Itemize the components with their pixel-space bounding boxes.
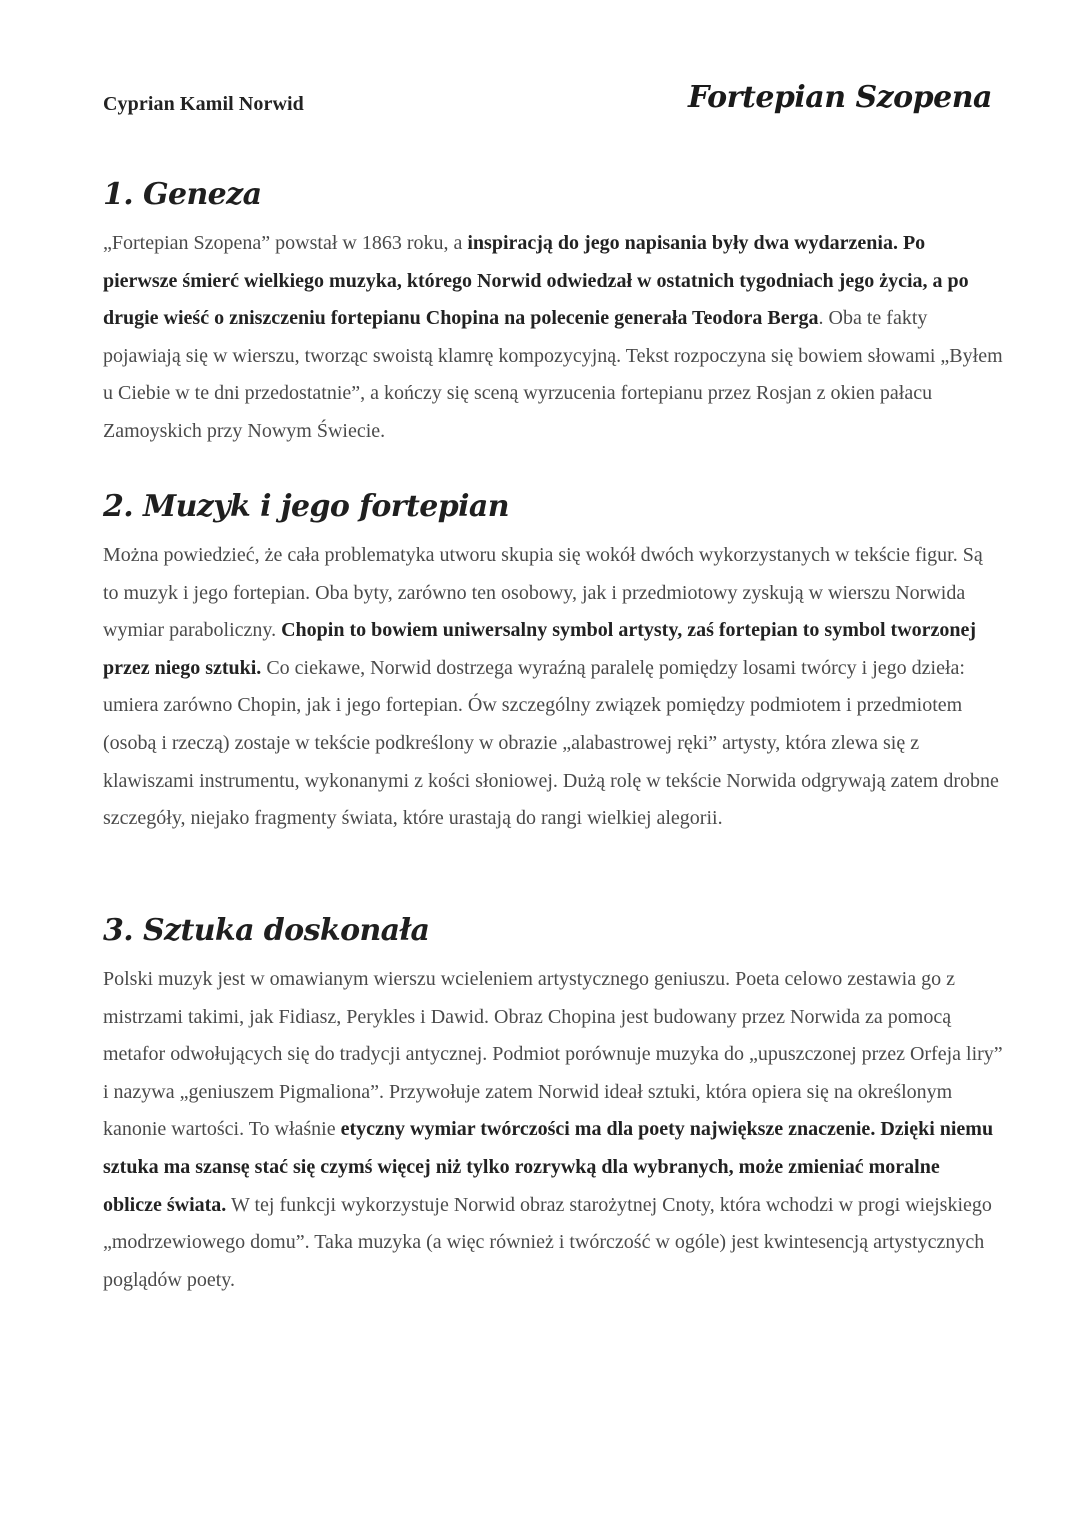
- section-sztuka: [103, 914, 1003, 1299]
- section-muzyk: [103, 490, 1003, 838]
- text-run: . Oba te fakty pojawiają się w wierszu, tworząc swoistą klamrę kompozycyjną. Tekst rozpoczyna się bowiem słowami „Byłem u Ciebie w te dni przedostatnie”, a kończy się sceną wyrzucenia fortepianu przez Rosjan z okien pałacu Zamoyskich przy Nowym Świecie.: [103, 307, 1003, 442]
- document-title: Fortepian Szopena: [687, 80, 992, 115]
- section-geneza: [103, 178, 1003, 451]
- text-run-bold: Chopin to bowiem uniwersalny symbol artysty, zaś fortepian to symbol tworzonej przez niego sztuki.: [103, 619, 977, 679]
- text-run: „Fortepian Szopena” powstał w 1863 roku, a: [103, 232, 468, 254]
- text-run-bold: inspiracją do jego napisania były dwa wydarzenia. Po pierwsze śmierć wielkiego muzyka, którego Norwid odwiedzał w ostatnich tygodniach jego życia, a po drugie wieść o zniszczeniu fortepianu Chopina na polecenie generała Teodora Berga: [103, 232, 969, 330]
- section-paragraph: [103, 225, 1003, 451]
- section-paragraph: [103, 961, 1003, 1299]
- section-paragraph: [103, 537, 1003, 838]
- section-heading: 3. Sztuka doskonała: [103, 913, 430, 948]
- section-heading: 1. Geneza: [103, 177, 262, 212]
- text-run: Polski muzyk jest w omawianym wierszu wcieleniem artystycznego geniuszu. Poeta celowo zestawia go z mistrzami takimi, jak Fidiasz, Perykles i Dawid. Obraz Chopina jest budowany przez Norwida za pomocą metafor odwołujących się do tradycji antycznej. Podmiot porównuje muzyka do „upuszczonej przez Orfeja liry” i nazywa „geniuszem Pigmaliona”. Przywołuje zatem Norwid ideał sztuki, która opiera się na określonym kanonie wartości. To właśnie: [103, 968, 1003, 1141]
- section-heading: 2. Muzyk i jego fortepian: [103, 489, 509, 524]
- author-name: Cyprian Kamil Norwid: [103, 93, 304, 115]
- text-run-bold: etyczny wymiar twórczości ma dla poety największe znaczenie. Dzięki niemu sztuka ma szansę stać się czymś więcej niż tylko rozrywką dla wybranych, może zmieniać moralne oblicze świata.: [103, 1118, 994, 1216]
- text-run: W tej funkcji wykorzystuje Norwid obraz starożytnej Cnoty, która wchodzi w progi wiejskiego „modrzewiowego domu”. Taka muzyka (a więc również i twórczość w ogóle) jest kwintesencją artystycznych poglądów poety.: [103, 1193, 992, 1291]
- text-run: Co ciekawe, Norwid dostrzega wyraźną paralelę pomiędzy losami twórcy i jego dzieła: umiera zarówno Chopin, jak i jego fortepian. Ów szczególny związek pomiędzy podmiotem i przedmiotem (osobą i rzeczą) zostaje w tekście podkreślony w obrazie „alabastrowej ręki” artysty, która zlewa się z klawiszami instrumentu, wykonanymi z kości słoniowej. Dużą rolę w tekście Norwida odgrywają zatem drobne szczegóły, niejako fragmenty świata, które urastają do rangi wielkiej alegorii.: [103, 656, 999, 830]
- text-run: Można powiedzieć, że cała problematyka utworu skupia się wokół dwóch wykorzystanych w tekście figur. Są to muzyk i jego fortepian. Oba byty, zarówno ten osobowy, jak i przedmiotowy zyskują w wierszu Norwida wymiar paraboliczny.: [103, 544, 983, 642]
